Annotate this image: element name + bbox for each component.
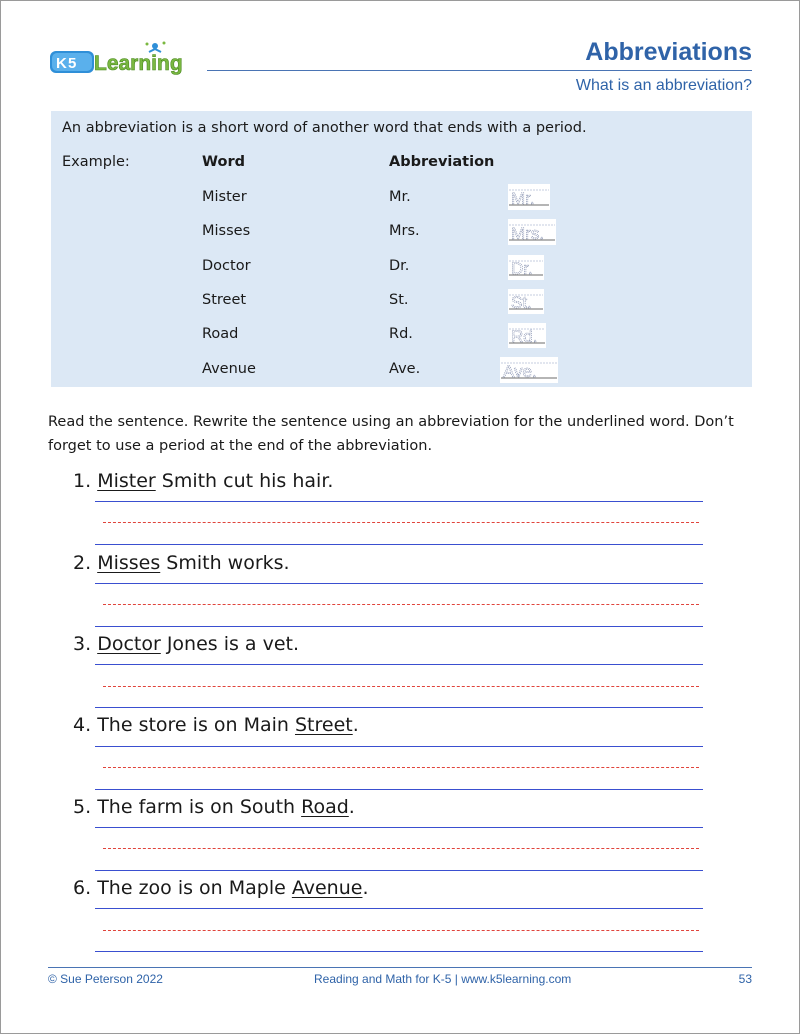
tracing-box [508,219,556,245]
underlined-word: Road [301,796,349,818]
writing-line-top[interactable] [95,583,703,584]
tracing-text: Dr. [511,259,533,278]
question-text-after: Smith cut his hair. [155,470,334,492]
example-abbreviation: St. [389,292,409,308]
tracing-text: Ave. [503,362,537,381]
writing-line-top[interactable] [95,664,703,665]
question-text-before: The store is on Main [97,714,295,736]
example-word: Street [202,292,247,308]
question-5 [73,796,355,818]
tracing-box [508,323,546,348]
example-abbreviation: Ave. [389,361,421,377]
definition-box [51,111,752,387]
page-number: 53 [738,972,752,986]
example-label: Example: [62,154,130,170]
question-text-after: . [362,877,369,899]
k5-learning-logo [48,38,198,78]
tracing-box [508,184,550,210]
underlined-word: Mister [97,470,156,492]
tracing-text: Mrs. [511,224,545,243]
svg-text:K: K [56,55,67,72]
question-number: 6. [73,877,92,899]
tracing-box [508,289,544,314]
column-header-abbreviation: Abbreviation [389,154,495,170]
writing-line-bottom[interactable] [95,626,703,627]
svg-text:Learning: Learning [94,52,183,75]
example-word: Avenue [202,361,256,377]
question-text-after: . [348,796,355,818]
writing-line-top[interactable] [95,746,703,747]
example-abbreviation: Rd. [389,326,413,342]
writing-line-middle[interactable] [103,848,699,849]
tracing-text: Mr. [511,189,535,208]
writing-line-bottom[interactable] [95,789,703,790]
question-text-before: The farm is on South [97,796,302,818]
header-rule [207,70,752,71]
example-word: Road [202,326,239,342]
underlined-word: Misses [97,552,161,574]
svg-text:5: 5 [68,55,77,72]
question-1 [73,470,333,492]
footer-copyright: © Sue Peterson 2022 [48,972,163,986]
question-number: 1. [73,470,92,492]
question-text-after: . [352,714,359,736]
writing-line-middle[interactable] [103,686,699,687]
underlined-word: Avenue [291,877,363,899]
tracing-box [500,357,558,383]
writing-line-top[interactable] [95,501,703,502]
writing-line-middle[interactable] [103,930,699,931]
question-number: 3. [73,633,92,655]
question-text-before: The zoo is on Maple [97,877,292,899]
writing-line-middle[interactable] [103,522,699,523]
footer-rule [48,967,752,968]
page-title: Abbreviations [585,38,752,66]
example-word: Mister [202,189,247,205]
question-number: 2. [73,552,92,574]
tracing-text: St. [511,293,532,312]
writing-line-middle[interactable] [103,767,699,768]
tracing-text: Rd. [511,327,538,346]
writing-line-bottom[interactable] [95,870,703,871]
instructions: Read the sentence. Rewrite the sentence using an abbreviation for the underlined word. Don’t forget to use a period at the end of the abbreviation. [48,414,734,454]
question-2 [73,552,290,574]
example-abbreviation: Mr. [389,189,411,205]
underlined-word: Street [294,714,353,736]
underlined-word: Doctor [97,633,161,655]
writing-line-middle[interactable] [103,604,699,605]
question-3 [73,633,299,655]
question-6 [73,877,369,899]
question-text-after: Smith works. [160,552,290,574]
question-number: 5. [73,796,92,818]
example-abbreviation: Mrs. [389,223,420,239]
question-text-after: Jones is a vet. [160,633,300,655]
definition-text: An abbreviation is a short word of another word that ends with a period. [62,120,587,136]
question-4 [73,714,359,736]
footer-site-link[interactable]: Reading and Math for K-5 | www.k5learning.com [314,972,572,986]
example-abbreviation: Dr. [389,258,410,274]
writing-line-bottom[interactable] [95,951,703,952]
tracing-box [508,255,544,280]
page-subtitle: What is an abbreviation? [575,77,752,94]
example-word: Doctor [202,258,251,274]
example-word: Misses [202,223,251,239]
writing-line-top[interactable] [95,827,703,828]
writing-line-bottom[interactable] [95,707,703,708]
column-header-word: Word [202,154,245,170]
writing-line-bottom[interactable] [95,544,703,545]
writing-line-top[interactable] [95,908,703,909]
question-number: 4. [73,714,92,736]
